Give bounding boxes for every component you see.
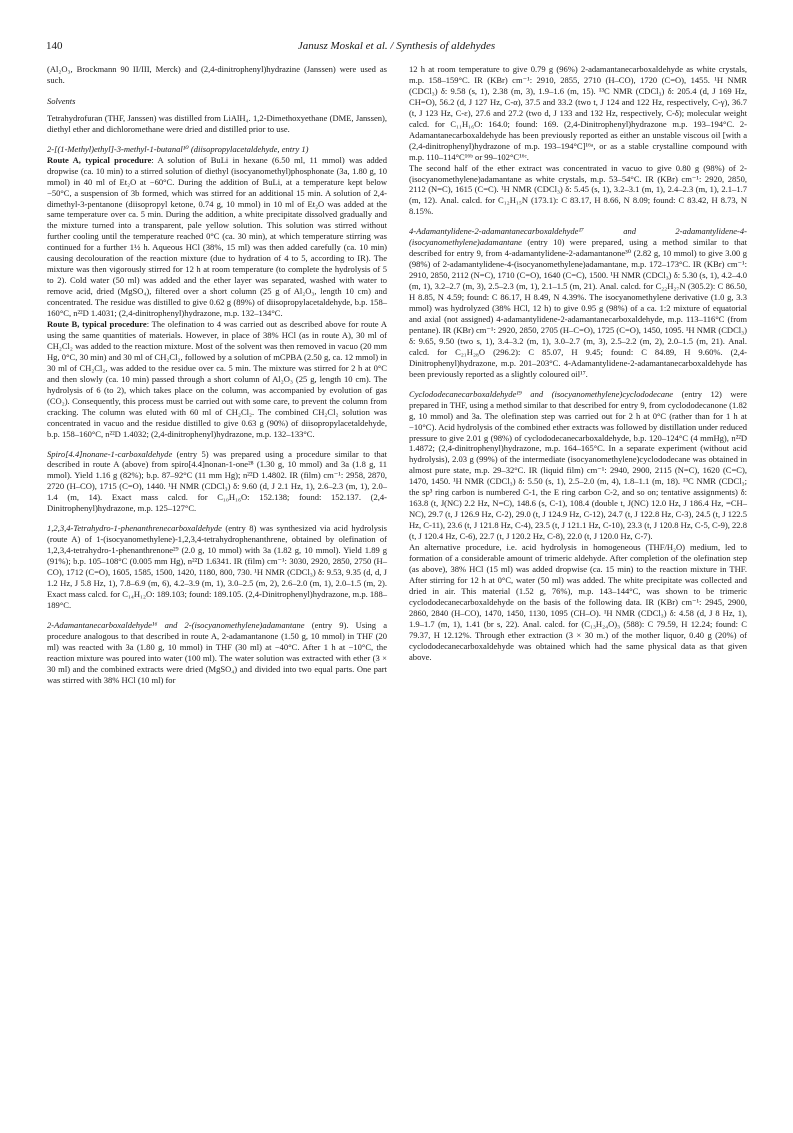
entry9-title: 2-Adamantanecarboxaldehyde¹⁶ and 2-(isocyanomethylene)adamantane: [47, 619, 305, 630]
right-column: [409, 64, 747, 663]
intro-paragraph: (Al₂O₃, Brockmann 90 II/III, Merck) and (2,4-dinitrophenyl)hydrazine (Janssen) were used as such.: [47, 64, 387, 85]
route-b-label: Route B, typical procedure: [47, 319, 147, 330]
alternative-procedure-paragraph: An alternative procedure, i.e. acid hydrolysis in homogeneous (THF/H₂O) medium, led to formation of a considerable amount of trimeric aldehyde. After completion of the olefination step (as above), 38% HCl (15 ml) was added dropwise (ca. 15 min) to the reaction mixture in THF. After stirring for 12 h at 0°C, water (50 ml) was added. The white precipitate was collected and dried in air. This material (1.52 g, 76%), m.p. 143–144°C, was shown to be trimeric cyclododecanecarboxaldehyde on the basis of the following data. IR (KBr) cm⁻¹: 2945, 2900, 2860, 2840 (H–CO), 1470, 1450, 1130, 1095 (CH–O). ¹H NMR (CDCl₃) δ: 4.58 (d, J 8 Hz, 1), 1.9–1.7 (m, 1), 1.41 (br s, 22). Anal. calcd. for (C₁₃H₂₄O)₃ (588): C 79.59, H 12.24; found: C 79.37, H 12.12%. Through ether extraction (3 × 30 m.) of the mother liquor, 0.40 g (20%) of cyclododecanecarboxaldehyde was obtained which had the same physical data as that given above.: [409, 542, 747, 662]
page-number: 140: [46, 40, 63, 52]
entry10-text: (entry 10) were prepared, using a method similar to that described for entry 9, from 4-adamantylidene-2-adamantanone³⁰ (2.82 g, 10 mmol) to give 3.00 g (98%) of 2-adamantylidene-4-(isocyanomethylene)adamantane, m.p. 172–173°C. IR (KBr) cm⁻¹: 2910, 2850, 2112 (N=C), 1710 (C=O), 1640 (C=C), 1500. ¹H NMR (CDCl₃) δ: 5.30 (s, 1), 4.2–4.0 (m, 1), 3.2–2.7 (m, 3), 2.5–2.3 (m, 1), 2.1–1.5 (m, 21). Anal. calcd. for C₂₂H₂₇N (305.2): C 86.50, H 8.85, N 4.59; found: C 86.17, H 8.49, N 4.39%. The isocyanomethylene derivative (1.0 g, 3.3 mmol) was hydrolyzed (38% HCl, 12 h) to give 0.95 g (98%) of a ca. 1:2 mixture of equatorial and axial (not assigned) 4-adamantylidene-2-adamantanecarboxaldehyde, m.p. 113–116°C (from pentane). IR (KBr) cm⁻¹: 2920, 2850, 2705 (H–C=O), 1725 (C=O), 1450, 1095. ¹H NMR (CDCl₃) δ: 9.65, 9.50 (two s, 1), 3.4–3.2 (m, 1), 3.0–2.7 (m, 3), 2.5–2.2 (m, 2), 2.0–1.5 (m, 21). Anal. calcd. for C₂₁H₂₈O (296.2): C 85.07, H 9.45; found: C 84.89, H 9.60%. (2,4-Dinitrophenyl)hydrazone, m.p. 201–203°C. 4-Adamantylidene-2-adamantanecarboxaldehyde has been previously reported as a slightly coloured oil¹⁷.: [409, 237, 747, 379]
route-b-text: : The olefination to 4 was carried out as described above for route A using the same quantities of materials. However, in place of 38% HCl (as in route A), 30 ml of CH₂Cl₂ was added to the reaction mixture. Most of the solvent was then removed in vacuo (20 mm Hg, 0°C, 30 min) and 30 ml of CH₂Cl₂, followed by a solution of mCPBA (2.50 g, ca. 12 mmol) in 30 ml of CH₂Cl₂, was added to the residue over ca. 5 min. The mixture was stirred for 2 h at 0°C and then slowly (ca. 10 min) passed through a short column of Al₂O₃ (25 g, length 10 cm). The hydrolysis of 6 (to 2), which takes place on the column, was accompanied by evolution of gas (CO₂). Consequently, this process must be carried out with some care, to prevent the column from cracking. The column was eluted with 60 ml of CH₂Cl₂. The combined CH₂Cl₂ solution was concentrated in vacuo and the residue distilled to give 0.63 g (90%) of diisopropylacetaldehyde, b.p. 158–160°C, n²²D 1.4032; (2,4-dinitrophenyl)hydrazone, m.p. 132–133°C.: [47, 319, 388, 439]
route-a-paragraph: [47, 155, 387, 319]
entry10-title: 4-Adamantylidene-2-adamantanecarboxaldehyde¹⁷ and 2-adamantylidene-4-(isocyanomethylene)adamantane: [409, 226, 747, 248]
entry12-text: (entry 12) were prepared in THF, using a method similar to that described for entry 9, from cyclododecanone (1.82 g, 10 mmol) and 3a. The olefination step was carried out for 2 h at 0°C (rather than for 1 h at −10°C). Acid hydrolysis of the combined ether extracts was followed by distillation under reduced pressure to give 2.01 g (98%) of cyclododecanecarboxaldehyde, b.p. 120–124°C (4 mmHg), n²²D 1.4872; (2,4-dinitrophenyl)hydrazone, m.p. 164–165°C. In a separate experiment (without acid hydrolysis), 2.03 g (99%) of the intermediate (isocyanomethylene)cyclododecane was obtained in almost pure state, m.p. 29–32°C. IR (liquid film) cm⁻¹: 2940, 2900, 2115 (N=C), 1620 (C=C), 1470, 1450. ¹H NMR (CDCl₃) δ: 5.50 (s, 1), 2.5–2.0 (m, 4), 1.8–1.1 (m, 18). ¹³C NMR (CDCl₃; the sp³ ring carbon is numbered C-1, the E ring carbon C-2, and so on; tentative assignments) δ: 163.8 (t, J(NC) 2.2 Hz, N=C), 148.6 (s, C-1), 108.4 (double t, J(NC) 12.0 Hz, J 186.4 Hz, =CH–NC), 29.7 (t, J 126.9 Hz, C-2), 29.0 (t, J 124.9 Hz, C-12), 24.7 (t, J 122.8 Hz, C-3), 24.5 (t, J 122.5 Hz, C-11), 23.6 (t, J 121.8 Hz, C-4), 23.5 (t, J 121.1 Hz, C-10), 23.3 (t, J 120.8 Hz, C-5, C-9), 22.8 (t, J 120.4 Hz, C-6), 22.7 (t, J 120.2 Hz, C-8), 22.0 (t, J 120.0 Hz, C-7).: [409, 388, 747, 542]
entry1-title: 2-[(1-Methyl)ethyl]-3-methyl-1-butanal¹⁰ (diisopropylacetaldehyde, entry 1): [47, 143, 309, 154]
route-a-label: Route A, typical procedure: [47, 154, 152, 165]
entry12-paragraph: [409, 389, 747, 542]
entry9-text: (entry 9). Using a procedure analogous to that described in route A, 2-adamantanone (1.50 g, 10 mmol) in THF (20 ml) was reacted with 3a (1.80 g, 10 mmol) in THF (30 ml) at −40°C. After 1 h at −10°C, the reaction mixture was poured into water (100 ml). The water solution was extracted with ether (3 × 30 ml) and the combined extracts were dried (MgSO₄) and divided into two equal parts. One part was stirred with 38% HCl (10 ml) for: [47, 619, 387, 685]
solvents-heading: Solvents: [47, 95, 76, 106]
solvents-paragraph: Tetrahydrofuran (THF, Janssen) was distilled from LiAlH₄. 1,2-Dimethoxyethane (DME, Janssen), diethyl ether and dichloromethane were dried and distilled prior to use.: [47, 112, 387, 134]
route-a-text: : A solution of BuLi in hexane (6.50 ml, 11 mmol) was added dropwise (ca. 10 min) to a stirred solution of diethyl (isocyanomethyl)phosphonate (3a, 1.80 g, 10 mmol) in 40 ml of Et₂O at −60°C. During the addition of BuLi, at a temperature kept below −50°C, a suspension of 3b formed, which was stirred for an additional 15 min. A solution of 2,4-dimethyl-3-pentanone (diisopropyl ketone, 0.74 g, 10 mmol) in 10 ml of Et₂O was added at the same temperature over ca. 5 min. During the addition, a white precipitate dissolved gradually and the mixture turned into a transparent, pale yellow solution. This solution was stirred without further cooling until the temperature reached 0°C (ca. 30 min), at which temperature stirring was continued for a further 1½ h. Aqueous HCl (38%, 15 ml) was then added carefully (ca. 10 min) causing decolouration of the reaction mixture (due to hydration of 4 to 5, according to IR). The mixture was then vigorously stirred for 12 h at room temperature (to complete the hydrolysis of 5 to 2). Cold water (50 ml) was added and the ether layer was separated, washed with water to remove acid, dried (MgSO₄), filtered over a short column (25 g of Al₂O₃, length 10 cm) and concentrated. The residue was distilled to give 0.62 g (89%) of diisopropylacetaldehyde, b.p. 158–160°C, n²²D 1.4031; (2,4-dinitrophenyl)hydrazone, m.p. 132–134°C.: [47, 154, 387, 319]
entry5-text: (entry 5) was prepared using a procedure similar to that described in route A (above) from spiro[4.4]nonan-1-one²⁸ (1.30 g, 10 mmol) and 3a (1.8 g, 11 mmol). Yield 1.16 g (82%); b.p. 87–92°C (11 mm Hg); n²²D 1.4802. IR (film) cm⁻¹: 2958, 2870, 2720 (H–CO), 1715 (C=O), 1440. ¹H NMR (CDCl₃) δ: 9.60 (d, J 2.1 Hz, 1), 2.6–2.3 (m, 1), 2.0–1.4 (m, 14). Exact mass calcd. for C₁₀H₁₆O: 152.138; found: 152.137. (2,4-Dinitrophenyl)hydrazone, m.p. 125–127°C.: [47, 448, 387, 514]
entry5-title: Spiro[4.4]nonane-1-carboxaldehyde: [47, 448, 173, 459]
entry5-paragraph: [47, 449, 387, 515]
entry12-title: Cyclododecanecarboxaldehyde¹⁹ and (isocyanomethylene)cyclododecane: [409, 388, 674, 399]
entry8-paragraph: [47, 523, 387, 611]
entry9-paragraph: [47, 620, 387, 686]
entry9-continued-paragraph: 12 h at room temperature to give 0.79 g (96%) 2-adamantanecarboxaldehyde as white crystals, m.p. 158–159°C. IR (KBr) cm⁻¹: 2910, 2855, 2710 (H–CO), 1720 (C=O), 1455. ¹H NMR (CDCl₃) δ: 9.58 (s, 1), 2.38 (m, 3), 1.9–1.6 (m, 15). ¹³C NMR (CDCl₃) δ: 205.4 (d, J 169 Hz, CH=O), 56.2 (d, J 127 Hz, C-α), 37.5 and 33.2 (two t, J 124 and 122 Hz, respectively, C-γ), 36.7 (t, J 123 Hz, C-ε), 27.6 and 27.2 (two d, J 133 and 132 Hz, respectively, C-δ); molecular weight calcd. for C₁₁H₁₆O: 164.0; found: 169. (2,4-Dinitrophenyl)hydrazone m.p. 193–194°C. 2-Adamantanecarboxaldehyde has been previously reported as either an unstable viscous oil [with a (2,4-dinitrophenyl)hydrazone of m.p. 193–194°C]¹⁶ᵃ, or as a stable crystalline compound with m.p. 110–114°C¹⁶ᵇ or 99–102°C¹⁶ᶜ.: [409, 64, 747, 162]
route-b-paragraph: [47, 319, 387, 439]
entry8-title: 1,2,3,4-Tetrahydro-1-phenanthrenecarboxaldehyde: [47, 523, 222, 534]
left-column: [47, 64, 387, 686]
isocyanomethylene-adamantane-paragraph: The second half of the ether extract was concentrated in vacuo to give 0.80 g (98%) of 2-(isocyanomethylene)adamantane as white crystals, m.p. 53–54°C. IR (KBr) cm⁻¹: 2920, 2850, 2112 (N=C), 1615 (C=C). ¹H NMR (CDCl₃) δ: 5.45 (s, 1), 3.2–3.1 (m, 1), 2.4–2.3 (m, 1), 2.1–1.7 (m, 12). Anal. calcd. for C₁₂H₁₅N (173.1): C 83.17, H 8.66, N 8.09; found: C 83.42, H 8.73, N 8.15%.: [409, 162, 747, 217]
entry8-text: (entry 8) was synthesized via acid hydrolysis (route A) of 1-(isocyanomethylene)-1,2,3,4-tetrahydrophenanthrene, obtained by olefination of 1,2,3,4-tetrahydro-1-phenanthrenone²⁹ (2.0 g, 10 mmol) with 3a (1.82 g, 10 mmol). Yield 1.89 g (91%); b.p. 105–108°C (0.005 mm Hg), n²²D 1.6341. IR (film) cm⁻¹: 3030, 2920, 2850, 2750 (H–CO), 1712 (C=O), 1605, 1585, 1500, 1420, 1180, 800, 730. ¹H NMR (CDCl₃) δ: 9.53, 9.35 (d, d, J 1.2 Hz, J 5.8 Hz, 1), 7.8–6.9 (m, 6), 4.2–3.9 (m, 1), 3.0–2.5 (m, 2), 2.6–2.0 (m, 1), 2.0–1.5 (m, 2). Exact mass calcd. for C₁₄H₁₂O: 189.103; found: 189.105. (2,4-Dinitrophenyl)hydrazone, m.p. 188–189°C.: [47, 523, 387, 610]
running-head: Janusz Moskal et al. / Synthesis of aldehydes: [297, 40, 496, 52]
entry10-paragraph: [409, 226, 747, 379]
